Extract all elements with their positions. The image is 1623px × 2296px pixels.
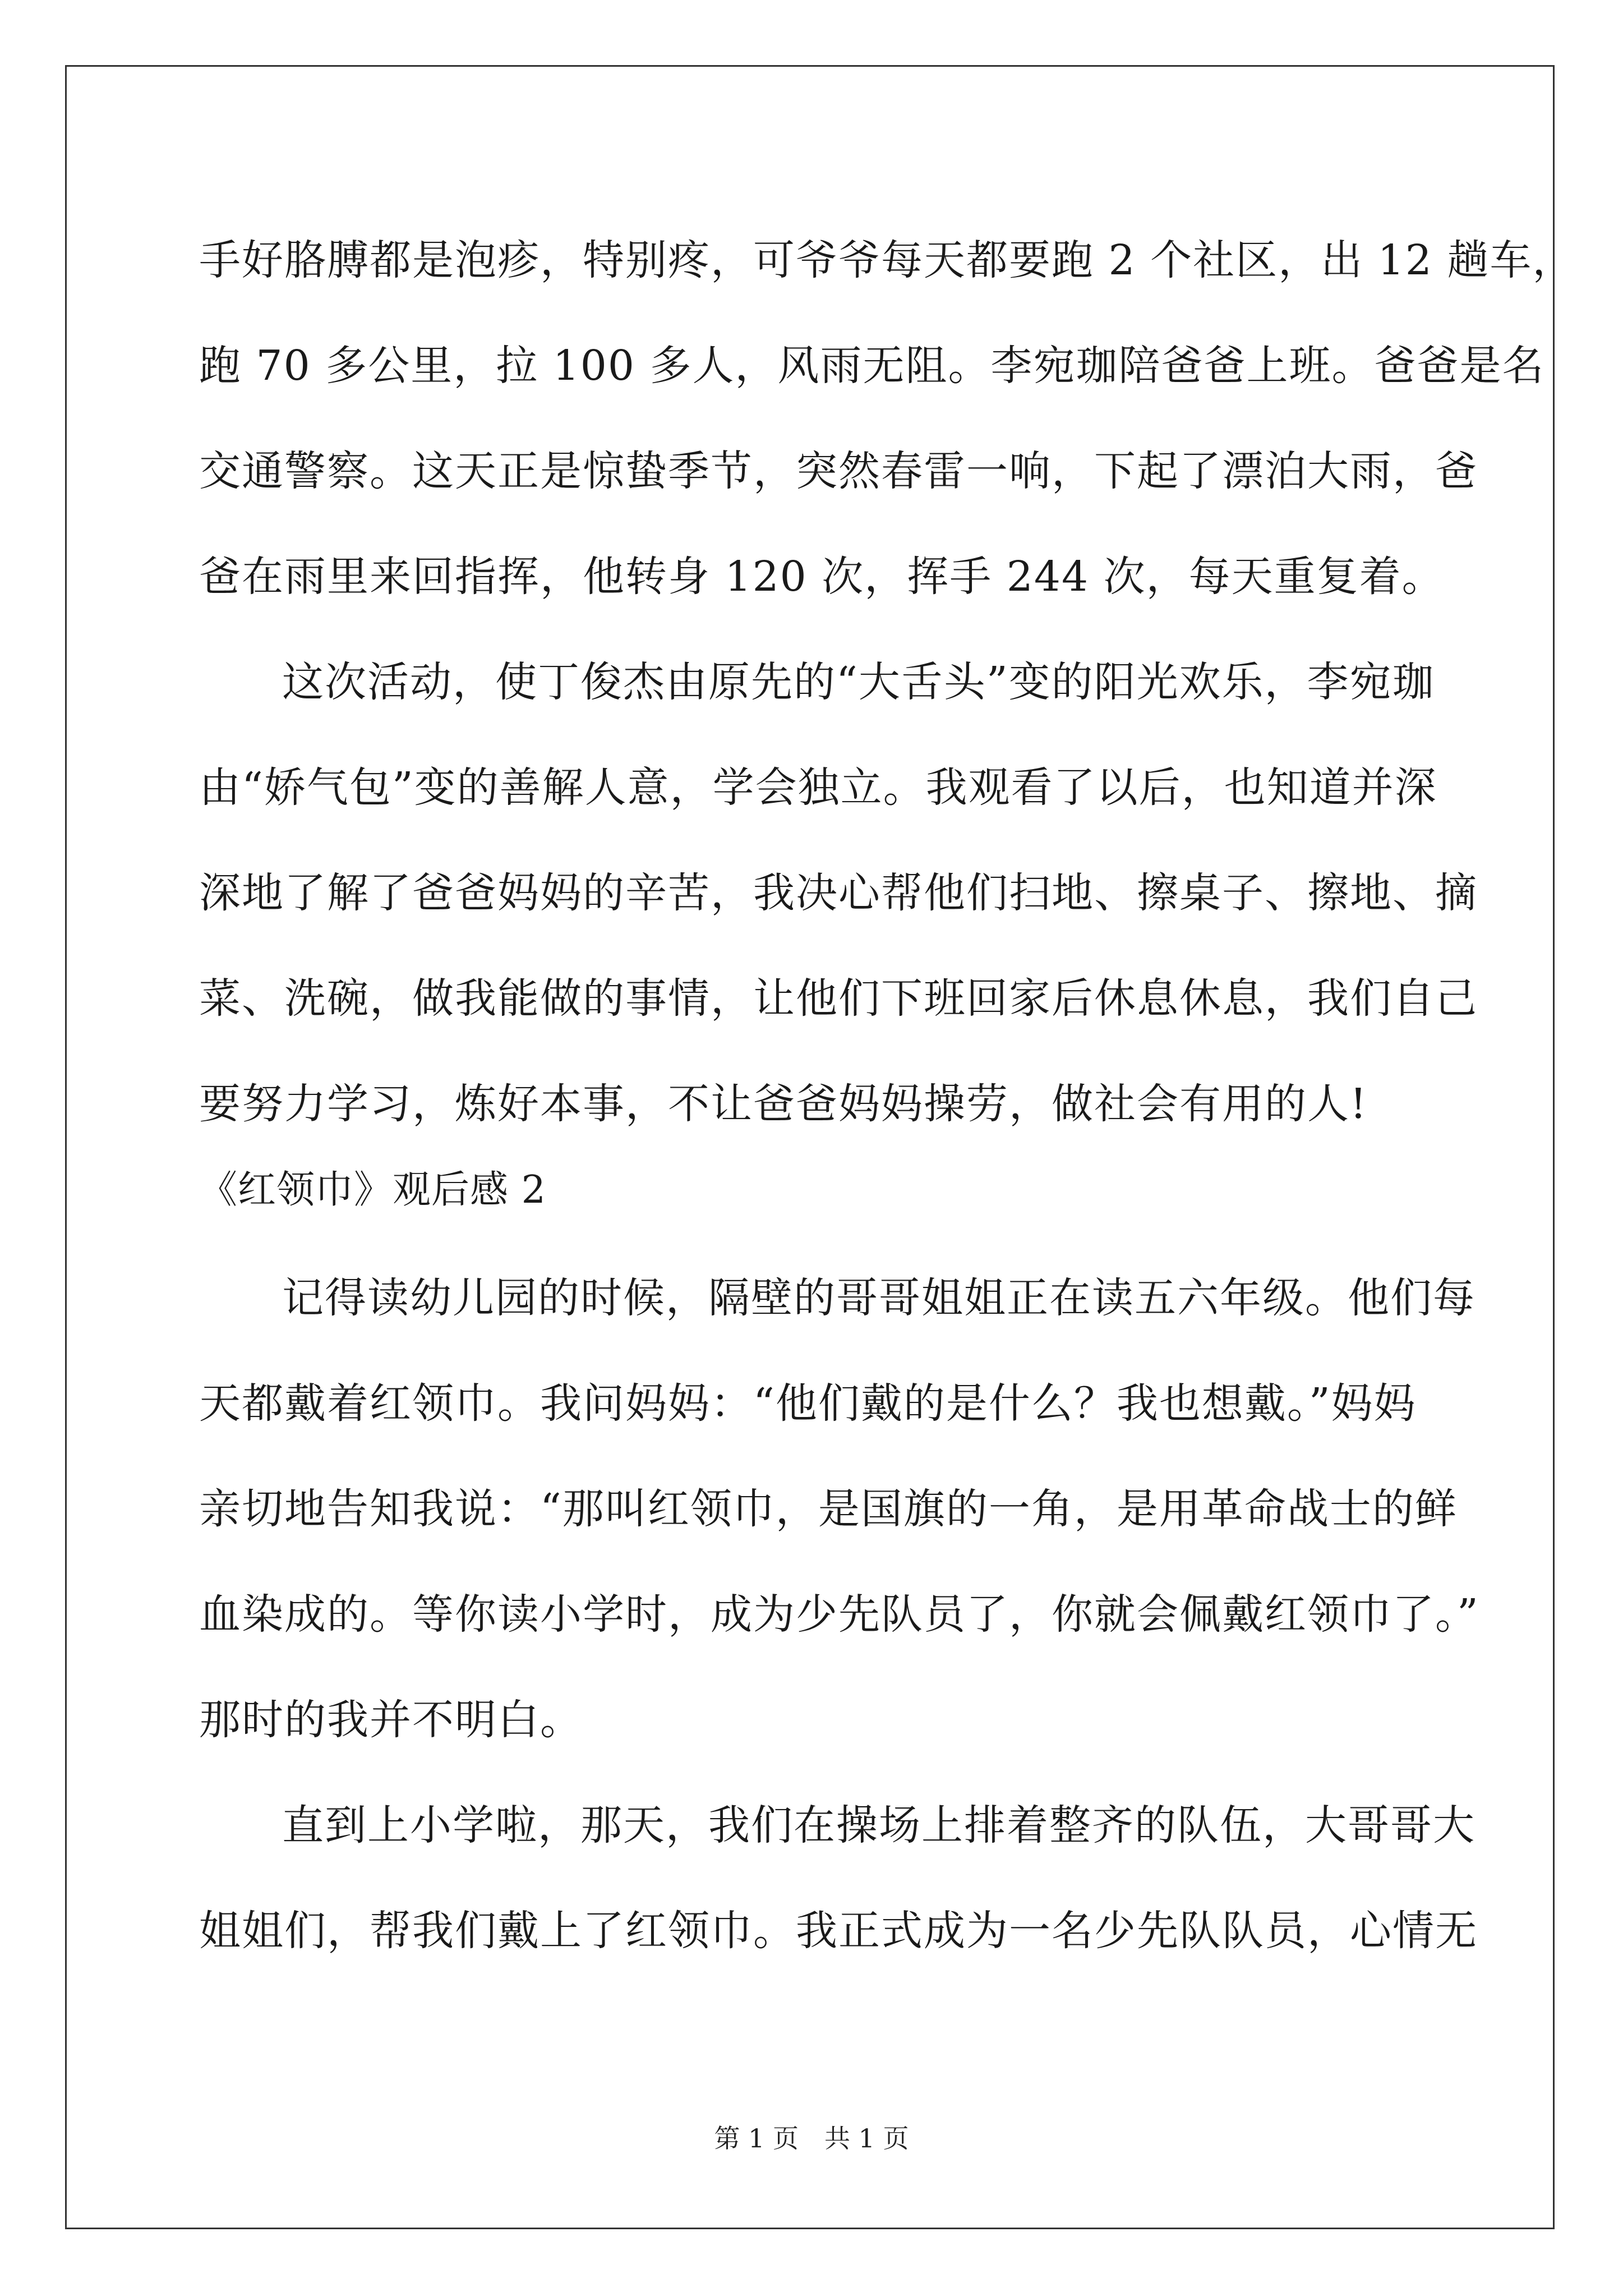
paragraph-2-line-4: 菜、洗碗，做我能做的事情，让他们下班回家后休息休息，我们自己 <box>199 974 1478 1023</box>
paragraph-1-line-2: 跑 70 多公里，拉 100 多人，风雨无阻。李宛珈陪爸爸上班。爸爸是名 <box>199 342 1545 390</box>
paragraph-4-line-1: 直到上小学啦，那天，我们在操场上排着整齐的队伍，大哥哥大 <box>282 1801 1476 1849</box>
paragraph-2-line-1: 这次活动，使丁俊杰由原先的“大舌头”变的阳光欢乐，李宛珈 <box>282 658 1435 706</box>
paragraph-1-line-1: 手好胳膊都是泡疹，特别疼，可爷爷每天都要跑 2 个社区，出 12 趟车， <box>199 236 1575 284</box>
paragraph-1-line-3: 交通警察。这天正是惊蛰季节，突然春雷一响，下起了漂泊大雨，爸 <box>199 447 1478 495</box>
paragraph-4-line-2: 姐姐们，帮我们戴上了红领巾。我正式成为一名少先队队员，心情无 <box>199 1907 1478 1955</box>
paragraph-3-line-4: 血染成的。等你读小学时，成为少先队员了，你就会佩戴红领巾了。” <box>199 1590 1479 1639</box>
paragraph-1-line-4: 爸在雨里来回指挥，他转身 120 次，挥手 244 次，每天重复着。 <box>199 553 1445 601</box>
paragraph-3-line-5: 那时的我并不明白。 <box>199 1696 583 1744</box>
paragraph-2-line-2: 由“娇气包”变的善解人意，学会独立。我观看了以后，也知道并深 <box>199 763 1437 812</box>
paragraph-3-line-1: 记得读幼儿园的时候，隔壁的哥哥姐姐正在读五六年级。他们每 <box>282 1274 1476 1322</box>
paragraph-2-line-3: 深地了解了爸爸妈妈的辛苦，我决心帮他们扫地、擦桌子、擦地、摘 <box>199 869 1478 917</box>
paragraph-3-line-3: 亲切地告知我说：“那叫红领巾，是国旗的一角，是用革命战士的鲜 <box>199 1485 1458 1533</box>
paragraph-3-line-2: 天都戴着红领巾。我问妈妈：“他们戴的是什么？我也想戴。”妈妈 <box>199 1379 1417 1428</box>
page-footer: 第 1 页 共 1 页 <box>714 2123 909 2154</box>
section-heading: 《红领巾》观后感 2 <box>199 1168 546 1212</box>
paragraph-2-line-5: 要努力学习，炼好本事，不让爸爸妈妈操劳，做社会有用的人! <box>199 1080 1368 1128</box>
